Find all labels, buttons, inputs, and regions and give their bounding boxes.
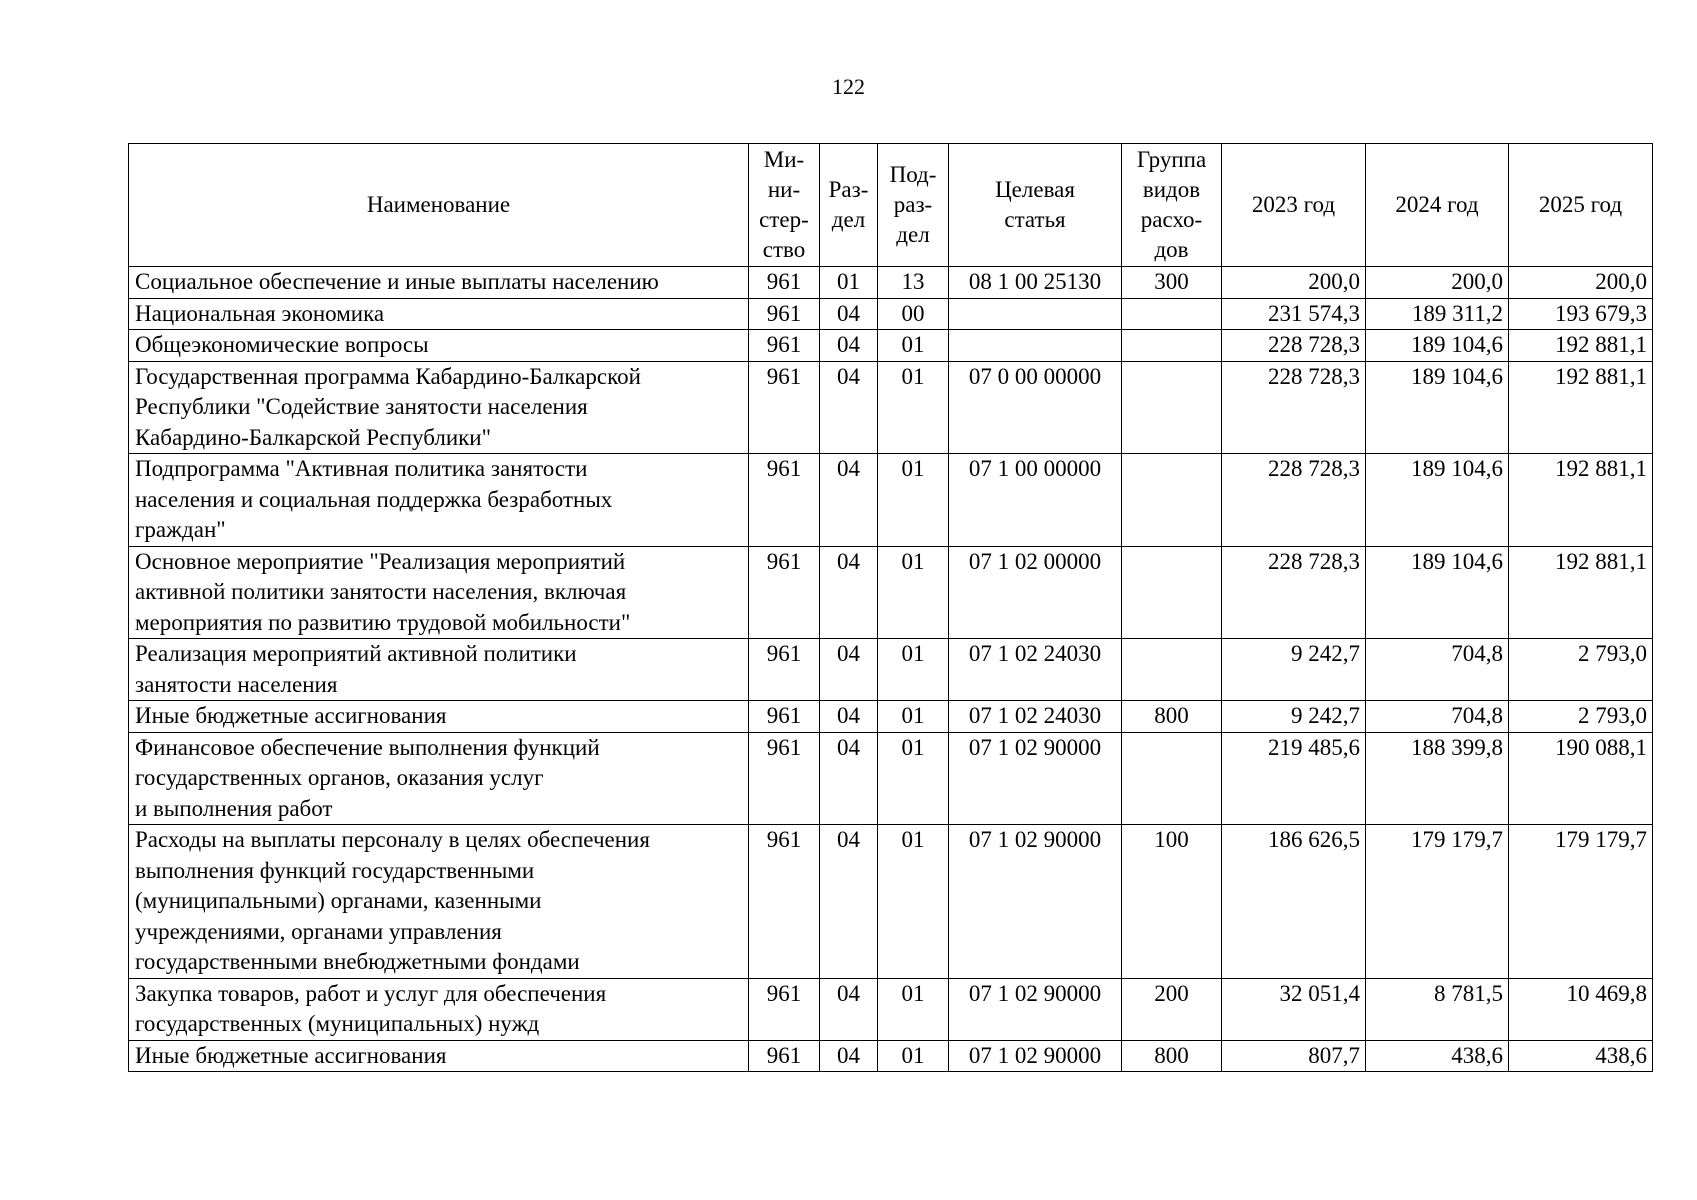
cell-section: 04 — [820, 298, 878, 330]
cell-subsection: 01 — [878, 454, 949, 547]
table-row — [129, 701, 1653, 733]
cell-2023: 231 574,3 — [1222, 298, 1366, 330]
cell-subsection: 01 — [878, 978, 949, 1040]
header-ministry — [749, 144, 820, 267]
cell-group — [1122, 330, 1222, 362]
header-section — [820, 144, 878, 267]
cell-2025: 192 881,1 — [1509, 454, 1653, 547]
cell-2025: 438,6 — [1509, 1040, 1653, 1072]
header-subsection — [878, 144, 949, 267]
cell-target: 07 0 00 00000 — [949, 361, 1122, 454]
cell-name: Иные бюджетные ассигнования — [129, 1040, 749, 1072]
cell-name: Финансовое обеспечение выполнения функций государственных органов, оказания услуг и выполнения работ — [129, 732, 749, 825]
cell-2025: 179 179,7 — [1509, 825, 1653, 979]
cell-name: Социальное обеспечение и иные выплаты населению — [129, 267, 749, 299]
cell-target — [949, 298, 1122, 330]
header-2025-label: 2025 год — [1538, 192, 1623, 217]
cell-section: 04 — [820, 330, 878, 362]
cell-2023: 807,7 — [1222, 1040, 1366, 1072]
cell-group: 800 — [1122, 701, 1222, 733]
cell-subsection: 01 — [878, 732, 949, 825]
cell-2025: 2 793,0 — [1509, 639, 1653, 701]
cell-2024: 438,6 — [1366, 1040, 1509, 1072]
cell-target: 07 1 02 24030 — [949, 701, 1122, 733]
cell-group — [1122, 639, 1222, 701]
cell-section: 04 — [820, 546, 878, 639]
cell-2023: 200,0 — [1222, 267, 1366, 299]
cell-group — [1122, 298, 1222, 330]
cell-name: Закупка товаров, работ и услуг для обеспечения государственных (муниципальных) нужд — [129, 978, 749, 1040]
cell-2024: 189 104,6 — [1366, 546, 1509, 639]
cell-2023: 9 242,7 — [1222, 701, 1366, 733]
cell-target: 08 1 00 25130 — [949, 267, 1122, 299]
cell-2024: 189 104,6 — [1366, 454, 1509, 547]
cell-2025: 193 679,3 — [1509, 298, 1653, 330]
table-row — [129, 267, 1653, 299]
header-section-label: Раз- дел — [828, 177, 869, 232]
table-row — [129, 825, 1653, 979]
header-name — [129, 144, 749, 267]
cell-section: 04 — [820, 454, 878, 547]
cell-subsection: 01 — [878, 701, 949, 733]
header-2023-label: 2023 год — [1251, 192, 1336, 217]
cell-2024: 189 104,6 — [1366, 330, 1509, 362]
cell-2024: 189 311,2 — [1366, 298, 1509, 330]
cell-target: 07 1 02 90000 — [949, 825, 1122, 979]
cell-2024: 188 399,8 — [1366, 732, 1509, 825]
cell-group — [1122, 361, 1222, 454]
header-2025 — [1509, 144, 1653, 267]
cell-2025: 192 881,1 — [1509, 546, 1653, 639]
cell-target: 07 1 02 90000 — [949, 732, 1122, 825]
cell-subsection: 01 — [878, 546, 949, 639]
cell-2024: 8 781,5 — [1366, 978, 1509, 1040]
cell-target: 07 1 02 90000 — [949, 978, 1122, 1040]
header-2024-label: 2024 год — [1395, 192, 1479, 217]
cell-2024: 179 179,7 — [1366, 825, 1509, 979]
table-row — [129, 732, 1653, 825]
cell-ministry: 961 — [749, 978, 820, 1040]
table-row — [129, 361, 1653, 454]
cell-subsection: 01 — [878, 825, 949, 979]
cell-2023: 228 728,3 — [1222, 454, 1366, 547]
cell-section: 04 — [820, 701, 878, 733]
cell-2023: 228 728,3 — [1222, 330, 1366, 362]
cell-subsection: 00 — [878, 298, 949, 330]
cell-section: 04 — [820, 361, 878, 454]
cell-target: 07 1 02 90000 — [949, 1040, 1122, 1072]
cell-name: Национальная экономика — [129, 298, 749, 330]
cell-2025: 2 793,0 — [1509, 701, 1653, 733]
cell-name: Государственная программа Кабардино-Балкарской Республики "Содействие занятости населения Кабардино-Балкарской Республики" — [129, 361, 749, 454]
cell-name: Реализация мероприятий активной политики занятости населения — [129, 639, 749, 701]
cell-subsection: 01 — [878, 361, 949, 454]
cell-target: 07 1 02 24030 — [949, 639, 1122, 701]
cell-group: 200 — [1122, 978, 1222, 1040]
cell-section: 04 — [820, 978, 878, 1040]
header-ministry-label: Ми- ни- стер- ство — [759, 147, 809, 262]
table-row — [129, 978, 1653, 1040]
page-number: 122 — [832, 74, 865, 99]
header-target — [949, 144, 1122, 267]
cell-group: 300 — [1122, 267, 1222, 299]
cell-target: 07 1 00 00000 — [949, 454, 1122, 547]
cell-2024: 704,8 — [1366, 701, 1509, 733]
cell-subsection: 01 — [878, 1040, 949, 1072]
cell-2025: 192 881,1 — [1509, 330, 1653, 362]
cell-ministry: 961 — [749, 825, 820, 979]
cell-2025: 10 469,8 — [1509, 978, 1653, 1040]
cell-ministry: 961 — [749, 639, 820, 701]
cell-2023: 32 051,4 — [1222, 978, 1366, 1040]
cell-section: 04 — [820, 639, 878, 701]
header-2024 — [1366, 144, 1509, 267]
cell-2023: 9 242,7 — [1222, 639, 1366, 701]
cell-group — [1122, 546, 1222, 639]
cell-ministry: 961 — [749, 454, 820, 547]
cell-subsection: 01 — [878, 639, 949, 701]
cell-target: 07 1 02 00000 — [949, 546, 1122, 639]
cell-ministry: 961 — [749, 298, 820, 330]
cell-ministry: 961 — [749, 267, 820, 299]
cell-subsection: 01 — [878, 330, 949, 362]
cell-name: Иные бюджетные ассигнования — [129, 701, 749, 733]
cell-ministry: 961 — [749, 546, 820, 639]
cell-ministry: 961 — [749, 701, 820, 733]
header-2023 — [1222, 144, 1366, 267]
budget-table — [128, 143, 1653, 1072]
cell-target — [949, 330, 1122, 362]
cell-group: 100 — [1122, 825, 1222, 979]
cell-name: Подпрограмма "Активная политика занятости населения и социальная поддержка безработных граждан" — [129, 454, 749, 547]
table-row — [129, 546, 1653, 639]
header-group-label: Группа видов расхо- дов — [1136, 147, 1207, 262]
cell-ministry: 961 — [749, 732, 820, 825]
cell-2025: 192 881,1 — [1509, 361, 1653, 454]
cell-group — [1122, 732, 1222, 825]
header-name-label: Наименование — [366, 192, 511, 217]
table-row — [129, 454, 1653, 547]
cell-ministry: 961 — [749, 361, 820, 454]
cell-2023: 228 728,3 — [1222, 361, 1366, 454]
header-target-label: Целевая статья — [995, 177, 1075, 232]
table-row — [129, 1040, 1653, 1072]
cell-section: 04 — [820, 1040, 878, 1072]
table-row — [129, 298, 1653, 330]
table-body — [129, 267, 1653, 1072]
cell-2024: 189 104,6 — [1366, 361, 1509, 454]
cell-section: 04 — [820, 825, 878, 979]
cell-section: 01 — [820, 267, 878, 299]
cell-ministry: 961 — [749, 1040, 820, 1072]
cell-2023: 219 485,6 — [1222, 732, 1366, 825]
table-row — [129, 639, 1653, 701]
table-row — [129, 330, 1653, 362]
cell-name: Основное мероприятие "Реализация мероприятий активной политики занятости населения, включая мероприятия по развитию трудовой мобильности" — [129, 546, 749, 639]
cell-section: 04 — [820, 732, 878, 825]
cell-name: Общеэкономические вопросы — [129, 330, 749, 362]
header-group — [1122, 144, 1222, 267]
cell-2023: 186 626,5 — [1222, 825, 1366, 979]
cell-2025: 190 088,1 — [1509, 732, 1653, 825]
cell-subsection: 13 — [878, 267, 949, 299]
cell-2025: 200,0 — [1509, 267, 1653, 299]
cell-2023: 228 728,3 — [1222, 546, 1366, 639]
cell-name: Расходы на выплаты персоналу в целях обеспечения выполнения функций государственными (муниципальными) органами, казенными учреждениями, органами управления государственными внебюджетными фондами — [129, 825, 749, 979]
cell-2024: 200,0 — [1366, 267, 1509, 299]
header-subsection-label: Под- раз- дел — [889, 162, 937, 247]
cell-group — [1122, 454, 1222, 547]
cell-group: 800 — [1122, 1040, 1222, 1072]
cell-2024: 704,8 — [1366, 639, 1509, 701]
cell-ministry: 961 — [749, 330, 820, 362]
table-header-row — [129, 144, 1653, 267]
